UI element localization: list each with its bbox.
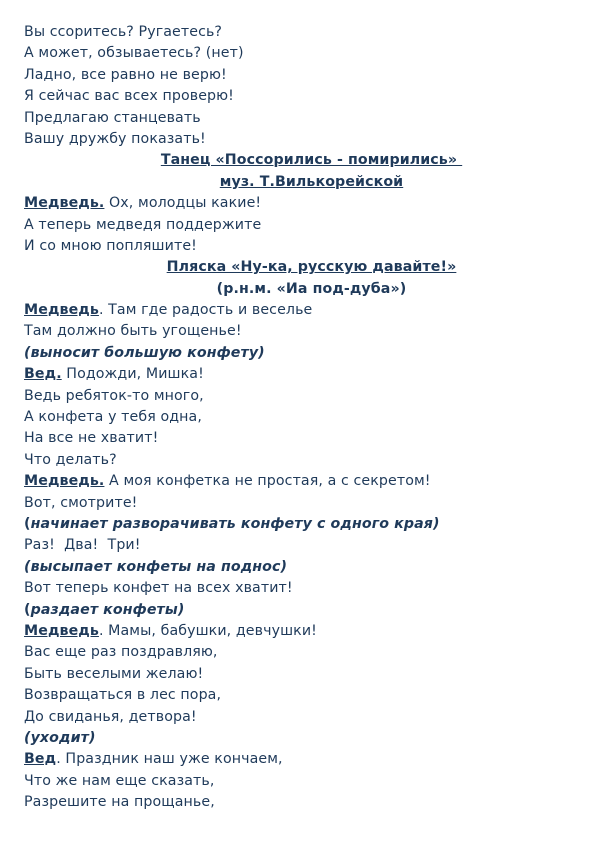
line-text: Подожди, Мишка! (61, 366, 204, 383)
line-text: Возвращаться в лес пора, (24, 687, 222, 704)
line-text: (высыпает конфеты на поднос) (24, 558, 288, 575)
stage-direction (24, 600, 579, 621)
verse-line (24, 386, 579, 407)
line-text: А теперь медведя поддержите (24, 216, 262, 233)
line-text: Вот теперь конфет на всех хватит! (24, 580, 293, 597)
stage-paren: ( (24, 515, 31, 532)
line-text: Вашу дружбу показать! (24, 130, 206, 147)
line-text: Ладно, все равно не верю! (24, 66, 227, 83)
verse-line (24, 707, 579, 728)
line-text: . Там где радость и веселье (98, 302, 313, 319)
line-text: Вы ссоритесь? Ругаетесь? (24, 24, 223, 40)
speaker-line (24, 300, 579, 321)
line-text: А моя конфетка не простая, а с секретом! (104, 473, 431, 490)
stage-paren: ( (24, 601, 31, 618)
line-text: Пляска «Ну-ка, русскую давайте!» (166, 259, 457, 276)
speaker-line (24, 364, 579, 385)
line-text: (р.н.м. «Иа под-дуба») (216, 280, 407, 297)
speaker-name: Медведь. (24, 195, 105, 212)
line-text: И со мною попляшите! (24, 237, 197, 254)
section-heading (24, 257, 579, 278)
verse-line (24, 215, 579, 236)
stage-direction (24, 343, 579, 364)
verse-line (24, 535, 579, 556)
verse-line (24, 321, 579, 342)
verse-line (24, 685, 579, 706)
line-text: Вас еще раз поздравляю, (24, 644, 218, 661)
line-text: Танец «Поссорились - помирились» (160, 152, 463, 169)
verse-line (24, 43, 579, 64)
stage-direction (24, 514, 579, 535)
line-text: Что же нам еще сказать, (24, 772, 215, 789)
speaker-name: Вед. (24, 366, 62, 383)
line-text: Что делать? (24, 451, 117, 468)
line-text: До свиданья, детвора! (24, 708, 197, 725)
line-text: На все не хватит! (24, 430, 159, 447)
document-page (24, 22, 579, 813)
line-text: А может, обзываетесь? (нет) (24, 45, 244, 62)
speaker-line (24, 621, 579, 642)
line-text: . Праздник наш уже кончаем, (56, 751, 283, 768)
line-text: Я сейчас вас всех проверю! (24, 88, 234, 105)
section-heading (24, 279, 579, 300)
verse-line (24, 129, 579, 150)
verse-line (24, 428, 579, 449)
stage-direction (24, 728, 579, 749)
line-text: (уходит) (24, 729, 96, 746)
verse-line (24, 65, 579, 86)
line-text: начинает разворачивать конфету с одного края) (30, 515, 440, 532)
speaker-name: Вед (24, 751, 57, 768)
line-text: (выносит большую конфету) (24, 344, 265, 361)
speaker-line (24, 193, 579, 214)
speaker-name: Медведь (24, 302, 99, 319)
verse-line (24, 108, 579, 129)
verse-line (24, 493, 579, 514)
section-heading (24, 150, 579, 171)
speaker-name: Медведь. (24, 473, 105, 490)
verse-line (24, 664, 579, 685)
line-text: раздает конфеты) (30, 601, 185, 618)
verse-line (24, 642, 579, 663)
speaker-line (24, 749, 579, 770)
stage-direction (24, 557, 579, 578)
speaker-line (24, 471, 579, 492)
line-text: . Мамы, бабушки, девчушки! (98, 622, 317, 639)
verse-line (24, 771, 579, 792)
line-text: Ох, молодцы какие! (104, 195, 262, 212)
line-text: Раз! Два! Три! (24, 537, 141, 554)
line-text: А конфета у тебя одна, (24, 409, 202, 426)
line-text: Ведь ребяток-то много, (24, 387, 204, 404)
verse-line (24, 236, 579, 257)
verse-line (24, 792, 579, 813)
verse-line (24, 22, 579, 43)
verse-line (24, 450, 579, 471)
verse-line (24, 578, 579, 599)
line-text: Предлагаю станцевать (24, 109, 201, 126)
line-text: Там должно быть угощенье! (24, 323, 242, 340)
line-text: Вот, смотрите! (24, 494, 138, 511)
line-text: Разрешите на прощанье, (24, 794, 215, 811)
verse-line (24, 407, 579, 428)
line-text: Быть веселыми желаю! (24, 665, 204, 682)
section-heading (24, 172, 579, 193)
speaker-name: Медведь (24, 622, 99, 639)
line-text: муз. Т.Вилькорейской (219, 173, 404, 190)
verse-line (24, 86, 579, 107)
